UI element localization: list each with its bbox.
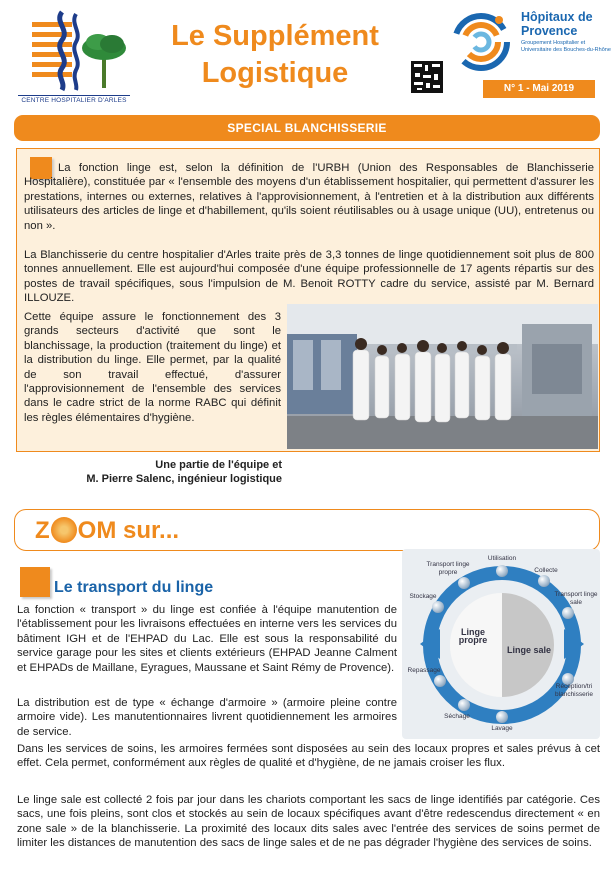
team-photo-illustration xyxy=(287,304,598,449)
diagram-node xyxy=(496,565,508,577)
label-lavage: Lavage xyxy=(491,725,513,732)
page-title: Le Supplément Logistique xyxy=(171,20,379,89)
hopitaux-logo-name: Hôpitaux de Provence xyxy=(521,10,593,38)
diagram-node xyxy=(538,575,550,587)
label-utilisation: Utilisation xyxy=(487,555,517,562)
hopitaux-de-provence-logo xyxy=(449,8,609,80)
intro-paragraph-2: La Blanchisserie du centre hospitalier d'Arles traite près de 3,3 tonnes de linge quotidiennement soit plus de 800 tonnes annuellement. Elle est aujourd'hui composée d'une équipe professionnelle de 17 agents répartis sur des postes de travail spécifiques, sous l'impulsion de M. Benoit ROTTY cadre du service, assisté par M. Bernard ILLOUZE. xyxy=(24,249,594,305)
transport-paragraph-3: Dans les services de soins, les armoires fermées sont disposées au sein des locaux propres et sales prévus à cet effet. Cela permet, conformément aux règles de qualité et d'hygiène, de ne jamais croiser les flux. xyxy=(17,743,600,770)
hopitaux-logo-subtitle: Groupement Hospitalier et Universitaire des Bouches-du-Rhône xyxy=(521,40,611,53)
linen-cycle-diagram xyxy=(402,549,600,739)
issue-number-badge: N° 1 - Mai 2019 xyxy=(483,80,595,98)
zoom-section-header xyxy=(14,509,600,551)
transport-paragraph-2: La distribution est de type « échange d'armoire » (armoire pleine contre armoire vide). Les manutentionnaires livrent quotidiennement les armoires de service. xyxy=(17,697,397,738)
qr-code-icon xyxy=(411,61,443,93)
label-repassage: Repassage xyxy=(407,667,441,674)
arles-logo-graphic xyxy=(18,8,130,92)
label-sechage: Séchage xyxy=(444,713,470,720)
transport-paragraph-4: Le linge sale est collecté 2 fois par jour dans les chariots comportant les sacs de linge identifiés par catégorie. Ces sacs, une fois pleins, sont clos et stockés au sein de locaux spécifiques avant d'être redescendus directement « en zone sale » de la blanchisserie. La proximité des locaux dits sales avec l'entrée des services de soins permet de limiter les distances de manutention des sacs de linge sales et de ne pas dégrader l'hygiène des services de soins. xyxy=(17,794,600,850)
zoom-sun-icon xyxy=(51,517,77,543)
hospital-arles-logo xyxy=(18,8,130,104)
transport-heading: Le transport du linge xyxy=(54,579,214,596)
label-linge-sale: Linge sale xyxy=(506,645,551,655)
arles-logo-caption: CENTRE HOSPITALIER D'ARLES xyxy=(18,95,130,104)
diagram-node xyxy=(496,711,508,723)
transport-paragraph-1: La fonction « transport » du linge est confiée à l'équipe manutention de l'établissement pour les livraisons effectuées en interne vers les services du bâtiment IGH et de l'EHPAD du Lac. Elle est sous la responsabilité du service garage pour les sites et clients extérieurs (EHPAD Jeanne Calment et EHPADs de Maillane, Eyragues, Maussane et Saint Rémy de Provence). xyxy=(17,604,397,674)
zoom-title-end: OM sur... xyxy=(77,517,180,544)
label-transport-sale: Transport linge sale xyxy=(554,591,598,606)
intro-paragraph-3: Cette équipe assure le fonctionnement des 3 grands secteurs d'activité que sont le blanchissage, la production (traitement du linge) et la distribution du linge. Elle permet, par la qualité de son travail effectué, d'assurer l'approvisionnement de l'ensemble des services dans le cadre strict de la norme RABC qui définit les règles élémentaires d'hygiène. xyxy=(24,311,281,424)
diagram-node xyxy=(434,675,446,687)
photo-caption xyxy=(60,458,282,486)
diagram-node xyxy=(458,699,470,711)
header xyxy=(0,0,612,112)
diagram-node xyxy=(458,577,470,589)
team-photo xyxy=(287,304,598,449)
diagram-node xyxy=(562,607,574,619)
label-collecte: Collecte xyxy=(534,567,558,574)
label-stockage: Stockage xyxy=(409,593,437,600)
diagram-node xyxy=(432,601,444,613)
intro-paragraph-1: La fonction linge est, selon la définition de l'URBH (Union des Responsables de Blanchisserie Hospitalière), constituée par « l'ensemble des moyens d'un établissement hospitalier, qui permettent d'assurer les prestations, internes ou externes, relatives à l'approvisionnement, à l'entretien et à la distribution aux différents utilisateurs des articles de linge et d'habillement, qu'ils soient réutilisables ou à usage unique (UU), entretenus ou non ». xyxy=(24,162,594,232)
zoom-title-start: Z xyxy=(35,517,50,544)
section-banner: SPECIAL BLANCHISSERIE xyxy=(14,115,600,141)
label-transport-propre: Transport linge propre xyxy=(426,561,470,576)
label-linge-propre: Linge propre xyxy=(458,627,488,645)
label-reception: Réception/tri blanchisserie xyxy=(555,683,593,698)
zoom-title xyxy=(35,516,179,546)
photo-caption-line-2: M. Pierre Salenc, ingénieur logistique xyxy=(86,473,282,485)
photo-caption-line-1: Une partie de l'équipe et xyxy=(155,459,282,471)
hopitaux-logo-swirl-icon xyxy=(449,8,519,80)
orange-square-icon xyxy=(20,567,50,597)
